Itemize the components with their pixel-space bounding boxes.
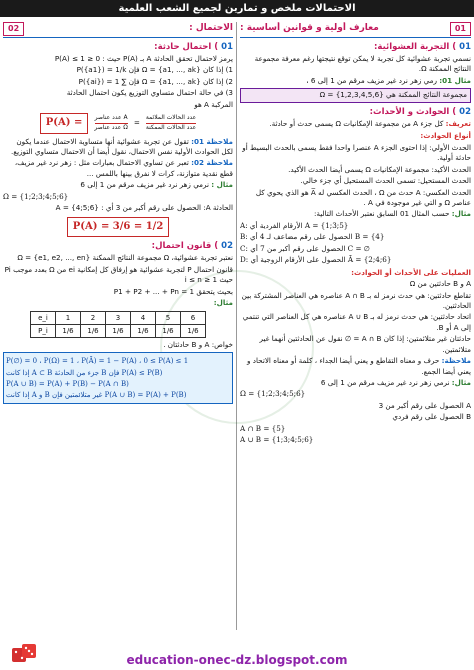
section-events: 02 ) الحوادث و الأحداث: [369,106,471,117]
table-cell: 2 [81,311,106,324]
example2-label: مثال: [451,209,471,219]
table-cell: 1/6 [131,324,156,337]
note1-label: ملاحظة 01: [191,136,233,146]
table-row [31,311,206,324]
example3-union: A ∪ B = {1;3;4;5;6} [240,435,314,445]
example2-event-b: B: الحصول على رقم مضاعف لـ 4 أي B = {4} [240,232,385,242]
example1-event-a-left: الحادثة A: الحصول على رقم أكبر من 3 أي : A = {4;5;6} [55,203,233,213]
probability-law-p3: بحيث يتحقق P1 + P2 + ... + Pn = 1 [113,286,233,296]
example3-event-a: A الحصول على رقم أكبر من 3 [378,400,471,410]
page-banner: الاحتمالات ملخص و تمارين لجميع الشعب العلمية [0,0,474,17]
example3-omega: Ω = {1;2;3;4;5;6} [240,389,306,399]
example1-calc: P(A) = 3/6 = 1/2 [3,217,233,238]
table-cell: 5 [156,311,181,324]
table-cell: 4 [131,311,156,324]
event-type-impossible: الحدث المستحيل: تسمى الحدث المستحيل أي جزء خالي. [300,176,471,186]
section-probability-law: 02 ) قانون احتمال: [151,241,233,252]
table-cell: 1/6 [156,324,181,337]
event-type-elementary: الحدث الأولي: إذا احتوى الجزء A عنصرا واحدا فقط يسمى بالحدث البسيط أو حادثة أولية. [242,142,471,163]
example1-omega-left: Ω = {1;2;3;4;5;6} [3,191,69,201]
property-1: P(∅) = 0 ، P(Ω) = 1 ، P(Ā) = 1 − P(A) ، 0 ≤ P(A) ≤ 1 [6,357,189,366]
example3-intersection: A ∩ B = {5} [240,423,286,433]
operation-union: اتحاد حادثتين: هي حدث نرمز له بـ A ∪ B عناصره هي كل العناصر التي تنتمي إلى A أو B. [242,312,471,332]
probability-formula [3,113,233,134]
table-cell: 1/6 [81,324,106,337]
operation-disjoint: حادثتان غير متلائمتين: إذا كان A ∩ B = ∅ نقول عن الحادثتين أنهما غير متلائمتين. [259,334,471,354]
left-header [3,22,233,38]
event-type-certain: الحدث الأكيد: مجموعة الإمكانيات Ω يسمى أيضا الحدث الأكيد. [288,164,471,174]
property-2: إذا كانت A ⊂ B جزء من الحادثة B فإن P(A) ≤ P(B) [6,368,163,377]
section-event-probability: 01 ) احتمال حادثة: [154,41,233,52]
right-column: 01 معارف أولية و قوانين أساسية : 01 ) التجربة العشوائية: نسمي تجربة عشوائية كل تجربة لا يمكن توقع نتيجتها رغم معرفة مجموعة النتائج الممكنة Ω. مثال 01: رمي زهر نرد غير مزيف مرقم من 1 إلى 6 ، مجموعة النتائج الممكنة هي Ω = {1,2,3,4,5,6} 02 ) الحوادث و الأحداث: تعريف: كل جزء A من مجموعة الإمكانيات Ω يسمى حدث أو حادثة. أنواع الحوادث: الحدث الأولي: إذا احتوى الجزء A عنصرا واحدا فقط يسمى بالحدث البسيط أو حادثة أولية. الحدث الأكيد: مجموعة الإمكانيات Ω يسمى أيضا الحدث الأكيد. الحدث المستحيل: تسمى الحدث المستحيل أي جزء خالي. الحدث العكسي: A حدث من Ω ، الحدث العكسي له A̅ هو الذي يحوي كل عناصر Ω و التي غير موجودة في A . مثال: حسب المثال 01 السابق نعتبر الأحداث التالية: A: الأرقام الفردية أي A = {1;3;5} B: الحصول على رقم مضاعف لـ 4 أي B = {4} C: الحصول على رقم أكبر من 7 أي C = ∅ D: الحصول على الأرقام الزوجية أي Ā = {2;4;6} العمليات على الأحداث أو الحوادث: A و B حادثتين من Ω تقاطع حادثتين: هي حدث نرمز له بـ A ∩ B عناصره هي العناصر المشتركة بين الحادثتين. اتحاد حادثتين: هي حدث نرمز له بـ A ∪ B عناصره هي كل العناصر التي تنتمي إلى A أو B. حادثتان غير متلائمتين: إذا كان A ∩ B = ∅ نقول عن الحادثتين أنهما غير متلائمتين. ملاحظة: حرف و معناه التقاطع و يعني أيضا الجداء ، كلمة أو معناه الاتحاد و يعني أيضا الجمع. مثال: نرمي زهر نرد غير مزيف مرقم من 1 إلى 6 Ω = {1;2;3;4;5;6} A الحصول على رقم أكبر من 3 B الحصول على رقم فردي A ∩ B = {5} A ∪ B = {1;3;4;5;6} [240,23,471,445]
operations-title: العمليات على الأحداث أو الحوادث: [351,267,471,277]
example1-label: مثال 01: [439,75,471,85]
probability-prop3: 3) في حالة احتمال متساوي التوزيع يكون احتمال الحادثة [66,88,233,98]
probability-law-table [30,311,206,338]
table-cell: 1/6 [181,324,206,337]
definition-label: تعريف: [445,118,471,128]
example2-event-d: D: الحصول على الأرقام الزوجية أي Ā = {2;4;6} [240,255,392,265]
formula-fraction-1: $\frac{\text{عدد عناصر A}}{\text{عدد عناصر Ω}}$ [94,114,128,131]
formula-fraction-2: $\frac{\text{عدد الحالات الملائمة}}{\text{عدد الحالات الممكنة}}$ [145,114,197,131]
example2-label-left: مثال: [213,298,233,308]
example1-label-left: مثال : [211,180,233,190]
probability-symbol-def: يرمز لاحتمال تحقق الحادثة A بـ P(A) حيث : 0 ≤ P(A) ≤ 1 [54,53,233,63]
table-cell: 1/6 [56,324,81,337]
right-header [240,22,471,38]
formula-lhs: P(A) = [40,113,89,134]
table-cell: 1 [56,311,81,324]
probability-law-p1: نعتبر تجربة عشوائية، Ω مجموعة النتائج الممكنة Ω = {e1, e2, ..., en} [17,253,233,263]
property-4: إذا كانت A و B غير متلائمتين فإن P(A ∪ B) = P(A) + P(B) [6,390,187,399]
example3-event-b: B الحصول على رقم فردي [392,412,471,422]
example2-event-c: C: الحصول على رقم أكبر من 7 أي C = ∅ [240,243,371,253]
properties-box [3,352,233,404]
note2-label: ملاحظة 02: [191,158,233,168]
operations-intro: A و B حادثتين من Ω [409,279,471,289]
property-3: P(A ∪ B) = P(A) + P(B) − P(A ∩ B) [6,379,129,388]
table-cell: 6 [181,311,206,324]
example3-label: مثال: [451,378,471,388]
random-experiment-def: نسمي تجربة عشوائية كل تجربة لا يمكن توقع نتيجتها رغم معرفة مجموعة النتائج الممكنة Ω. [254,53,471,74]
probability-law-p2: قانون احتمال P لتجربة عشوائية هو إرفاق كل إمكانية ei من Ω بعدد موجب Pi حيث 1 ≤ i ≤ n [4,264,233,285]
event-type-complement: الحدث العكسي: A حدث من Ω ، الحدث العكسي له A̅ هو الذي يحوي كل عناصر Ω و التي غير موجودة في A . [255,187,471,208]
probability-prop3-cont: المركبة A هو [194,99,233,109]
formula-equals: = [133,118,140,128]
section-random-experiment: 01 ) التجربة العشوائية: [374,41,471,52]
right-header-number: 01 [450,22,471,36]
table-cell: 1/6 [106,324,131,337]
right-header-title: معارف أولية و قوانين أساسية : [240,23,379,34]
table-cell: 3 [106,311,131,324]
example2-event-a: A: الأرقام الفردية أي A = {1;3;5} [240,220,349,230]
note-label: ملاحظة: [441,356,471,366]
left-header-number: 02 [3,22,24,36]
left-column: الاحتمال : 02 01 ) احتمال حادثة: يرمز لاحتمال تحقق الحادثة A بـ P(A) حيث : 0 ≤ P(A) ≤ 1 1) إذا كان Ω = {a1, ..., ak} فإن P({a1}) = 1/k 2) إذا كان Ω = {a1, ..., ak} فإن ∑ P({ai}) = 1 3) في حالة احتمال متساوي التوزيع يكون احتمال الحادثة المركبة A هو P(A) = $\frac{\text{عدد عناصر A}}{\text{عدد عناصر Ω}}$ = $\frac{\text{عدد الحالات الملائمة}}{\text{عدد الحالات الممكنة}}$ ملاحظة 01: تقول عن تجربة عشوائية أنها متساوية الاحتمال عندما يكون لكل الحوادث الأولية نفس الاحتمال، نقول أيضا أن الاحتمال متساوي التوزيع. ملاحظة 02: تعبر عن تساوي الاحتمال بعبارات مثل : زهر نرد غير مزيف، قطع نقدية متوازنة، كرات لا نفرق بينها باللمس ... مثال : نرمي زهر نرد غير مزيف مرقم من 1 إلى 6 Ω = {1;2;3;4;5;6} الحادثة A: الحصول على رقم أكبر من 3 أي : A = {4;5;6} P(A) = 3/6 = 1/2 02 ) قانون احتمال: نعتبر تجربة عشوائية، Ω مجموعة النتائج الممكنة Ω = {e1, e2, ..., en} قانون احتمال P لتجربة عشوائية هو إرفاق كل إمكانية ei من Ω بعدد موجب Pi حيث 1 ≤ i ≤ n بحيث يتحقق P1 + P2 + ... + Pn = 1 مثال: e_i 1 2 3 4 5 6 P_i 1/6 1/6 1/6 1/6 1/6 1/6 خواص: A و B حادثتان . P(∅) = 0 ، P(Ω) = 1 ، P(Ā) = 1 − P(A) ، 0 ≤ P(A) ≤ 1 إذا كانت A ⊂ B جزء من الحادثة B فإن P(A) ≤ P(B) P(A ∪ B) = P(A) + P(B) − P(A ∩ B) إذا كانت A و B غير متلائمتين فإن P(A ∪ B) = P(A) + P(B) [3,22,233,630]
table-row [31,324,206,337]
probability-prop1: 1) إذا كان Ω = {a1, ..., ak} فإن P({a1}) = 1/k [76,65,233,75]
table-cell: e_i [31,311,56,324]
probability-prop2: 2) إذا كان Ω = {a1, ..., ak} فإن ∑ P({ai}) = 1 [78,76,233,86]
example1-box: مجموعة النتائج الممكنة هي Ω = {1,2,3,4,5,6} [240,88,471,102]
operation-intersection: تقاطع حادثتين: هي حدث نرمز له بـ A ∩ B عناصره هي العناصر المشتركة بين الحادثتين. [241,290,471,310]
properties-title: خواص: A و B حادثتان . [163,339,233,349]
left-header-title: الاحتمال : [189,23,233,34]
table-cell: P_i [31,324,56,337]
event-types-title: أنواع الحوادث: [420,131,471,141]
footer-url[interactable]: education-onec-dz.blogspot.com [126,653,348,667]
